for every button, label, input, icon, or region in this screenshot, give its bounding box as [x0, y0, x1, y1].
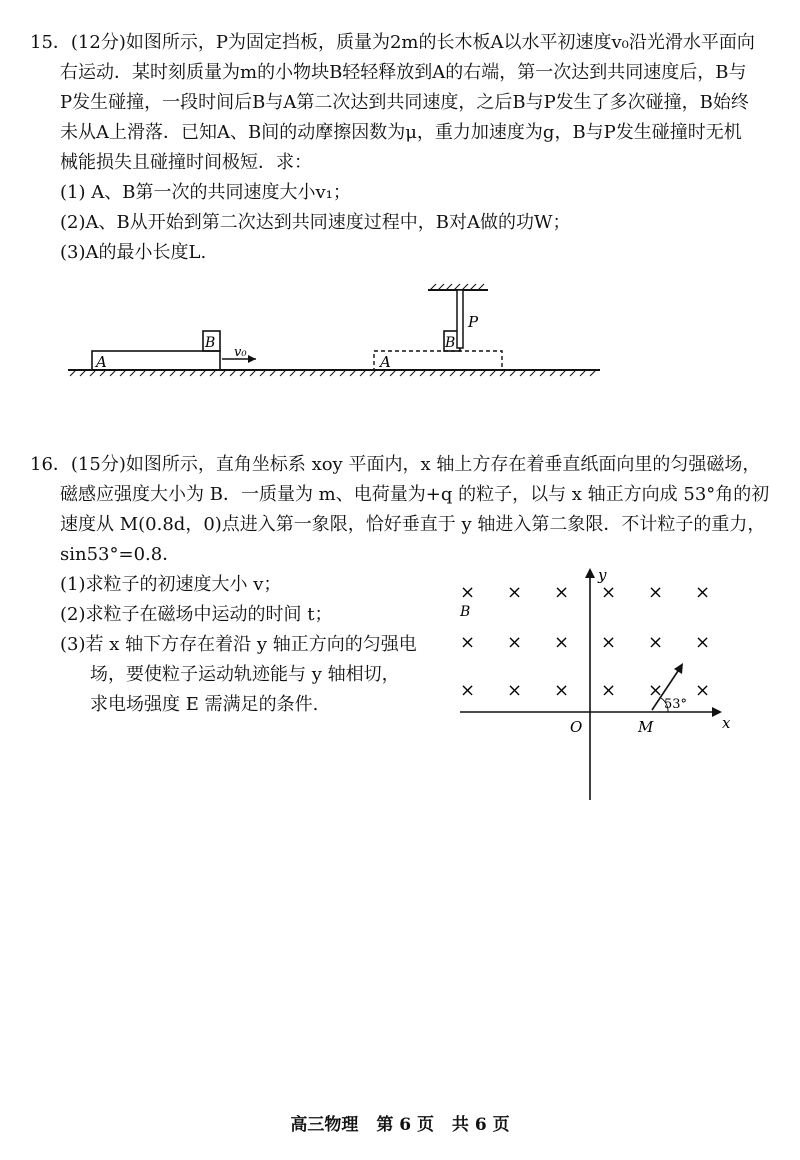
- origin-label: O: [570, 718, 583, 736]
- initial-velocity-arrowhead: [674, 663, 683, 674]
- field-b-label: B: [460, 604, 471, 620]
- q15-line-2: 右运动．某时刻质量为m的小物块B轻轻释放到A的右端，第一次达到共同速度后，B与: [60, 62, 747, 83]
- cross-mark: ×: [601, 582, 617, 603]
- board-a-dashed-label: A: [380, 353, 391, 371]
- q16-line-3: 速度从 M(0.8d，0)点进入第一象限，恰好垂直于 y 轴进入第二象限．不计粒子的重力，: [60, 514, 766, 535]
- velocity-arrowhead: [248, 355, 256, 363]
- board-a-dashed: [374, 351, 502, 370]
- page-footer: [0, 1110, 800, 1135]
- field-crosses: [460, 582, 710, 701]
- cross-mark: ×: [460, 680, 476, 701]
- angle-label: 53°: [664, 697, 688, 712]
- q15-line-4: 未从A上滑落．已知A、B间的动摩擦因数为μ，重力加速度为g，B与P发生碰撞时无机: [60, 122, 742, 143]
- cross-mark: ×: [648, 582, 664, 603]
- cross-mark: ×: [695, 582, 711, 603]
- footer-total: 共 6 页: [451, 1115, 510, 1135]
- cross-mark: ×: [460, 632, 476, 653]
- q15-line-5: 械能损失且碰撞时间极短．求：: [60, 152, 312, 173]
- q16-part-3-cont-2: 求电场强度 E 需满足的条件.: [90, 694, 319, 715]
- q16-part-1: (1)求粒子的初速度大小 v；: [60, 574, 282, 595]
- cross-mark: ×: [695, 632, 711, 653]
- q16-line-1: 16．(15分)如图所示，直角坐标系 xoy 平面内，x 轴上方存在着垂直纸面向里的匀强磁场，: [30, 454, 761, 475]
- footer-page: 第 6 页: [376, 1115, 434, 1135]
- y-axis-arrow: [585, 568, 595, 578]
- q15-part-2: (2)A、B从开始到第二次达到共同速度过程中，B对A做的功W；: [60, 212, 571, 233]
- x-axis-arrow: [712, 707, 722, 717]
- cross-mark: ×: [554, 632, 570, 653]
- block-b-label: B: [205, 335, 216, 351]
- cross-mark: ×: [507, 680, 523, 701]
- board-a: [92, 351, 220, 370]
- q16-part-3-cont-1: 场，要使粒子运动轨迹能与 y 轴相切，: [90, 664, 400, 685]
- q15-line-3: P发生碰撞，一段时间后B与A第二次达到共同速度，之后B与P发生了多次碰撞，B始终: [60, 92, 749, 113]
- board-a-label: A: [96, 353, 107, 371]
- q15-figure: [60, 280, 620, 380]
- q16-line-4: sin53°=0.8．: [60, 544, 181, 565]
- block-b-right-label: B: [445, 335, 456, 351]
- y-axis-label: y: [598, 566, 607, 584]
- cross-mark: ×: [460, 582, 476, 603]
- cross-mark: ×: [695, 680, 711, 701]
- q16-part-3: (3)若 x 轴下方存在着沿 y 轴正方向的匀强电: [60, 634, 417, 655]
- cross-mark: ×: [554, 680, 570, 701]
- cross-mark: ×: [601, 680, 617, 701]
- cross-mark: ×: [648, 680, 664, 701]
- cross-mark: ×: [601, 632, 617, 653]
- footer-subject: 高三物理: [290, 1115, 359, 1135]
- q16-line-2: 磁感应强度大小为 B．一质量为 m、电荷量为+q 的粒子，以与 x 轴正方向成 53°角的初: [60, 484, 770, 505]
- cross-mark: ×: [554, 582, 570, 603]
- plate-p: [457, 290, 463, 348]
- point-m-label: M: [638, 718, 654, 736]
- cross-mark: ×: [507, 632, 523, 653]
- plate-p-label: P: [468, 313, 479, 331]
- q15-part-1: (1) A、B第一次的共同速度大小v₁；: [60, 182, 351, 203]
- question-15: [30, 28, 780, 268]
- q16-part-2: (2)求粒子在磁场中运动的时间 t；: [60, 604, 333, 625]
- cross-mark: ×: [507, 582, 523, 603]
- q16-figure: [450, 560, 750, 805]
- velocity-label: v₀: [234, 345, 247, 360]
- q15-part-3: (3)A的最小长度L.: [60, 242, 207, 263]
- x-axis-label: x: [722, 714, 731, 732]
- q15-line-1: 15．(12分)如图所示，P为固定挡板，质量为2m的长木板A以水平初速度v₀沿光滑水平面向: [30, 32, 755, 53]
- cross-mark: ×: [648, 632, 664, 653]
